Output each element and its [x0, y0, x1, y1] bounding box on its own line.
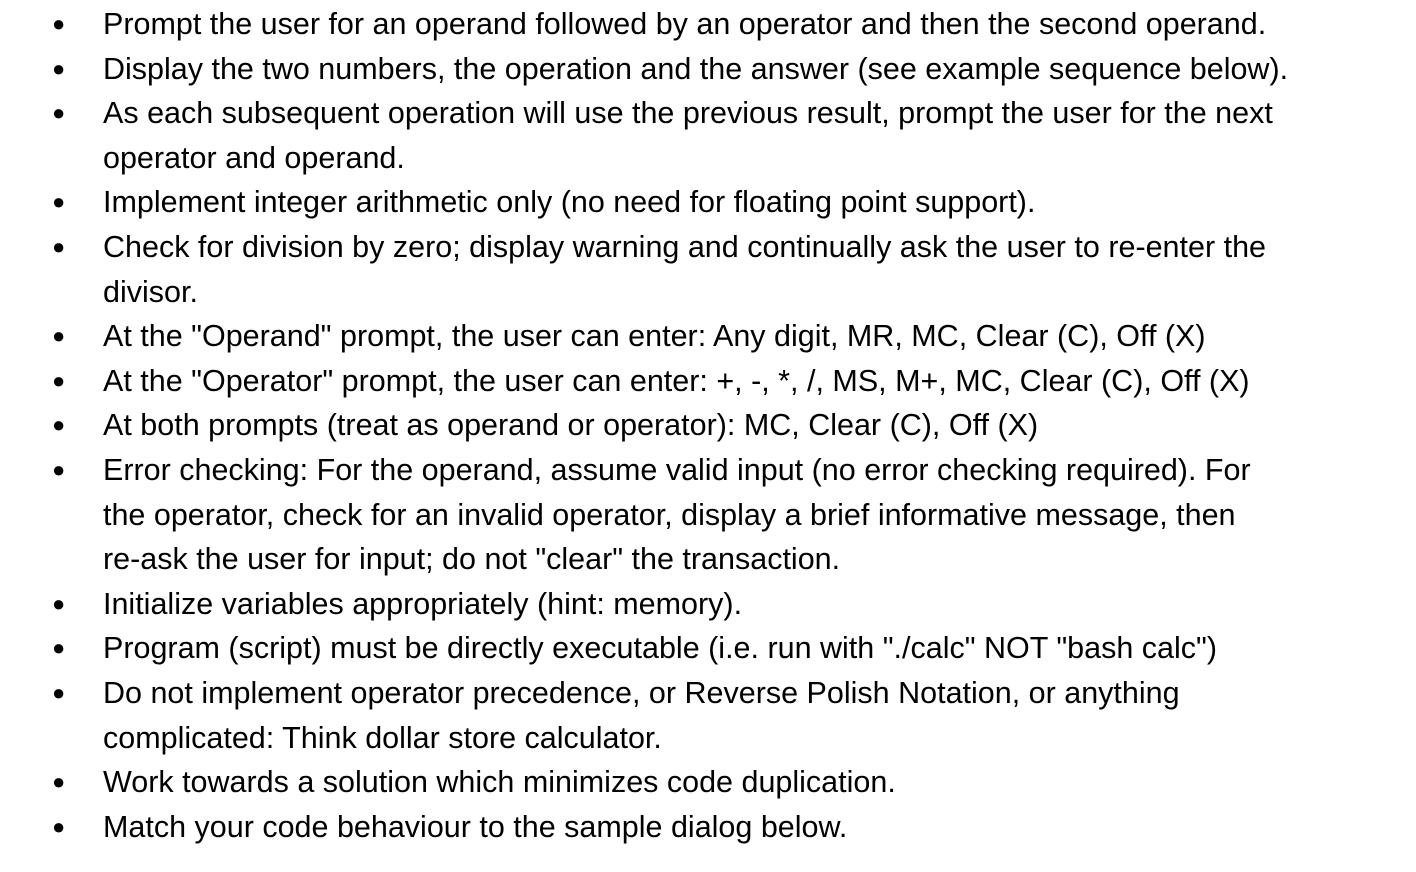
list-item: [0, 359, 1416, 404]
document-body: [0, 2, 1416, 849]
list-item: [0, 448, 1416, 582]
bullet-icon: ●: [52, 679, 66, 705]
list-item-text: At the "Operand" prompt, the user can enter: Any digit, MR, MC, Clear (C), Off (X): [103, 319, 1206, 354]
list-item-text: operator and operand.: [103, 140, 405, 175]
list-item: [0, 314, 1416, 359]
list-item-text: Prompt the user for an operand followed by an operator and then the second operand.: [103, 7, 1267, 41]
list-item-text: complicated: Think dollar store calculator.: [103, 720, 662, 755]
list-item: [0, 225, 1416, 314]
bullet-icon: ●: [52, 233, 66, 259]
list-item-text: Check for division by zero; display warning and continually ask the user to re-enter the: [103, 229, 1266, 264]
list-item-text: As each subsequent operation will use the previous result, prompt the user for the next: [103, 96, 1273, 131]
list-item: [0, 403, 1416, 448]
bullet-icon: ●: [52, 100, 66, 126]
list-item-text: Initialize variables appropriately (hint: memory).: [103, 586, 743, 621]
list-item: [0, 180, 1416, 225]
bullet-icon: ●: [52, 635, 66, 661]
list-item-text: Error checking: For the operand, assume valid input (no error checking required). For: [103, 452, 1251, 487]
list-item: [0, 626, 1416, 671]
list-item: [0, 582, 1416, 627]
list-item-text: divisor.: [103, 274, 198, 309]
list-item: [0, 47, 1416, 92]
list-item: [0, 91, 1416, 180]
bullet-icon: ●: [52, 55, 66, 81]
list-item-text: Do not implement operator precedence, or Reverse Polish Notation, or anything: [103, 675, 1180, 710]
list-item: [0, 760, 1416, 805]
bullet-icon: ●: [52, 323, 66, 349]
bullet-icon: ●: [52, 367, 66, 393]
bullet-icon: ●: [52, 456, 66, 482]
list-item-text: Program (script) must be directly executable (i.e. run with "./calc" NOT "bash calc"): [103, 631, 1217, 666]
list-item-text: the operator, check for an invalid operator, display a brief informative message, then: [103, 497, 1236, 532]
bullet-icon: ●: [52, 769, 66, 795]
list-item: [0, 671, 1416, 760]
list-item-text: Work towards a solution which minimizes code duplication.: [103, 765, 896, 800]
list-item: [0, 2, 1416, 47]
bullet-icon: ●: [52, 189, 66, 215]
list-item-text: At both prompts (treat as operand or operator): MC, Clear (C), Off (X): [103, 408, 1039, 443]
bullet-icon: ●: [52, 590, 66, 616]
bullet-icon: ●: [52, 11, 66, 36]
bullet-icon: ●: [52, 412, 66, 438]
list-item-text: re-ask the user for input; do not "clear" the transaction.: [103, 542, 841, 577]
bullet-icon: ●: [52, 813, 66, 839]
list-item: [0, 805, 1416, 850]
requirements-list: [0, 2, 1416, 849]
list-item-text: Match your code behaviour to the sample dialog below.: [103, 809, 848, 844]
list-item-text: At the "Operator" prompt, the user can enter: +, -, *, /, MS, M+, MC, Clear (C), Off (X): [103, 363, 1250, 398]
list-item-text: Display the two numbers, the operation and the answer (see example sequence below).: [103, 51, 1289, 86]
list-item-text: Implement integer arithmetic only (no need for floating point support).: [103, 185, 1036, 220]
